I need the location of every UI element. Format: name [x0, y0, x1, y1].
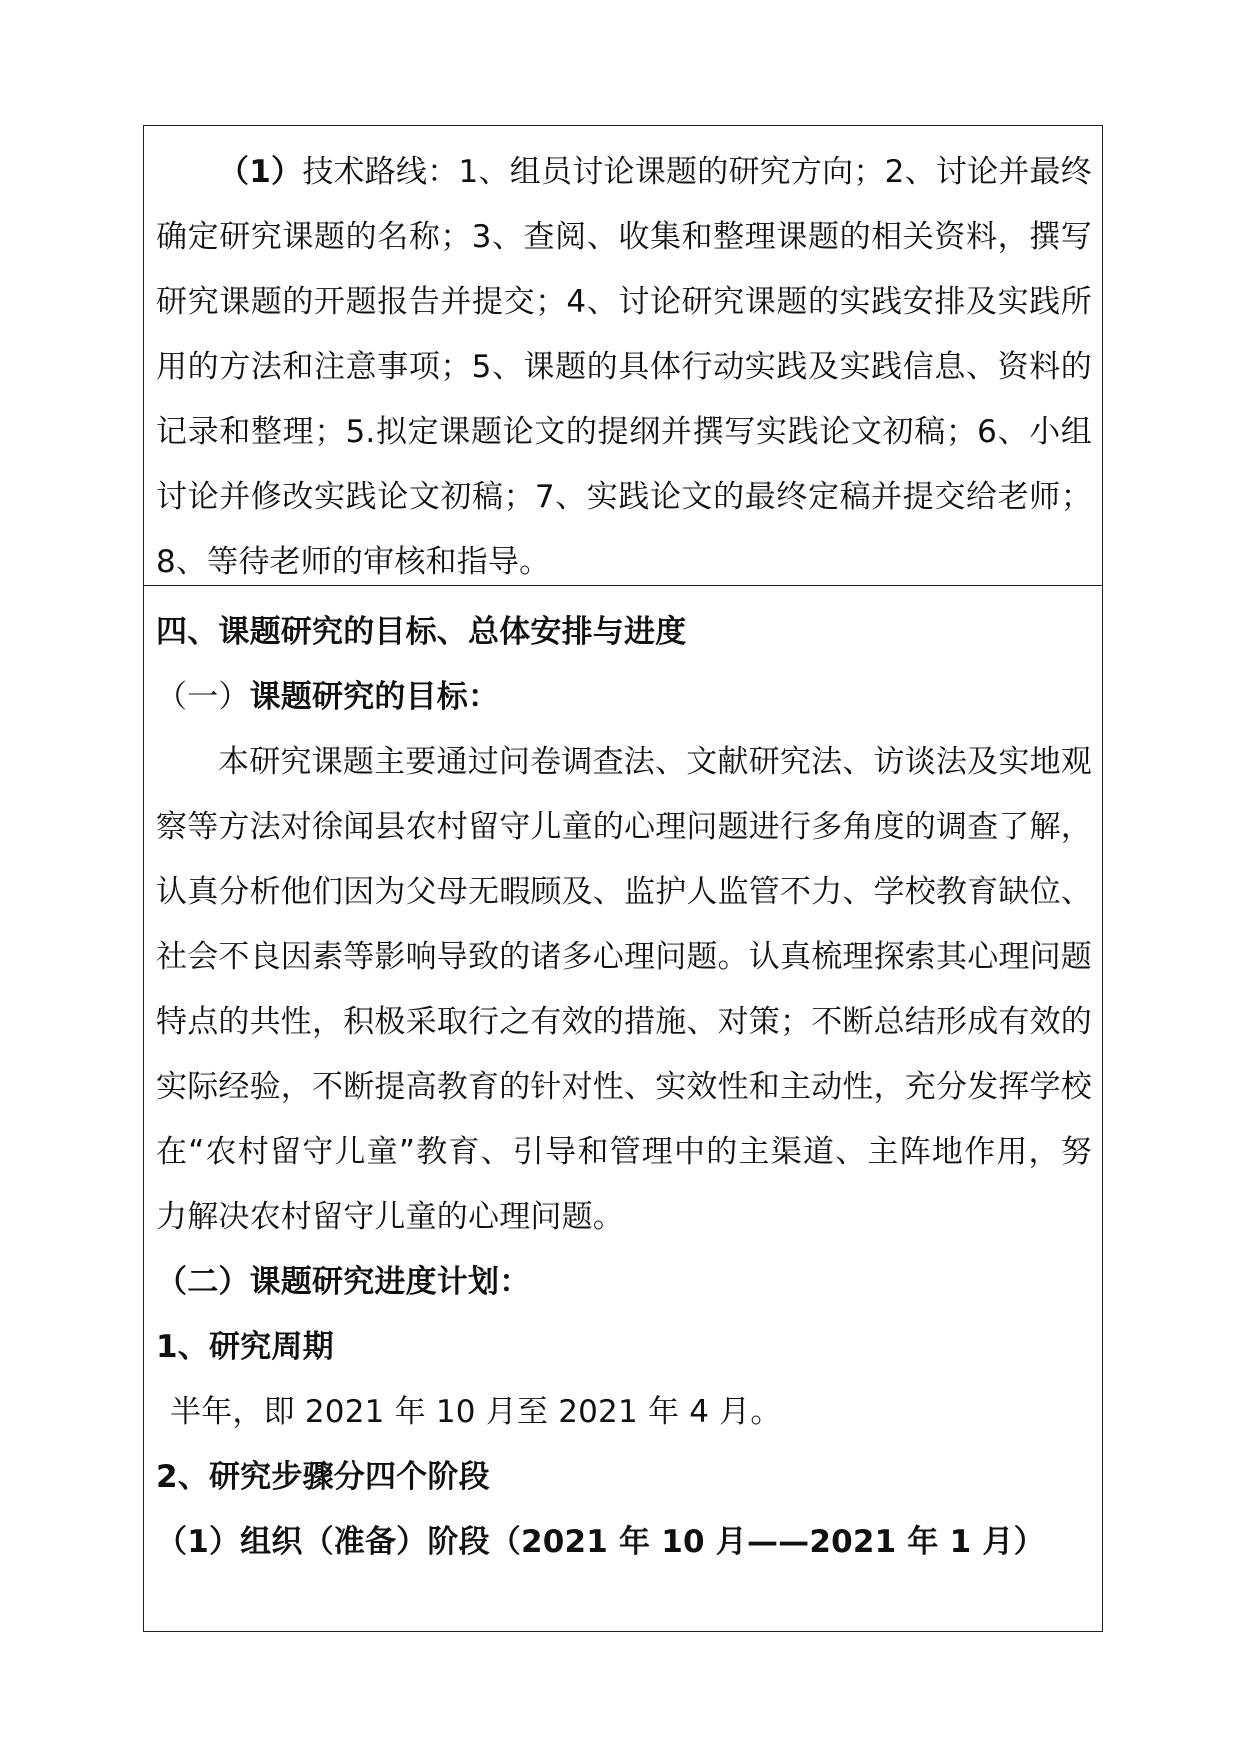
- stage1-heading: （1）组织（准备）阶段（2021 年 10 月——2021 年 1 月）: [156, 1524, 1045, 1560]
- technical-route-paragraph: [156, 140, 1092, 595]
- document-table: [143, 125, 1103, 1632]
- route-text: 技术路线：1、组员讨论课题的研究方向；2、讨论并最终确定研究课题的名称；3、查阅、收集和整理课题的相关资料，撰写研究课题的开题报告并提交；4、讨论研究课题的实践安排及实践所用的方法和注意事项；5、课题的具体行动实践及实践信息、资料的记录和整理；5.拟定课题论文的提纲并撰写实践论文初稿；6、小组讨论并修改实践论文初稿；7、实践论文的最终定稿并提交给老师；8、等待老师的审核和指导。: [156, 154, 1092, 580]
- goal-heading: 课题研究的目标：: [249, 679, 500, 715]
- section-heading: 四、课题研究的目标、总体安排与进度: [156, 614, 687, 650]
- goal-paragraph: 本研究课题主要通过问卷调查法、文献研究法、访谈法及实地观察等方法对徐闻县农村留守儿童的心理问题进行多角度的调查了解，认真分析他们因为父母无暇顾及、监护人监管不力、学校教育缺位、社会不良因素等影响导致的诸多心理问题。认真梳理探索其心理问题特点的共性，积极采取行之有效的措施、对策；不断总结形成有效的实际经验，不断提高教育的针对性、实效性和主动性，充分发挥学校在“农村留守儿童”教育、引导和管理中的主渠道、主阵地作用，努力解决农村留守儿童的心理问题。: [156, 744, 1092, 1235]
- period-heading: 1、研究周期: [156, 1329, 334, 1365]
- plan-heading: （二）课题研究进度计划：: [156, 1264, 531, 1300]
- technical-route-cell: [144, 126, 1102, 586]
- goal-prefix: （一）: [156, 679, 250, 715]
- steps-heading: 2、研究步骤分四个阶段: [156, 1459, 490, 1495]
- route-lead: （1）: [218, 154, 303, 190]
- period-text: 半年，即 2021 年 10 月至 2021 年 4 月。: [170, 1394, 782, 1430]
- goals-schedule-cell: [144, 586, 1102, 1631]
- goal-heading-line: [156, 665, 1092, 730]
